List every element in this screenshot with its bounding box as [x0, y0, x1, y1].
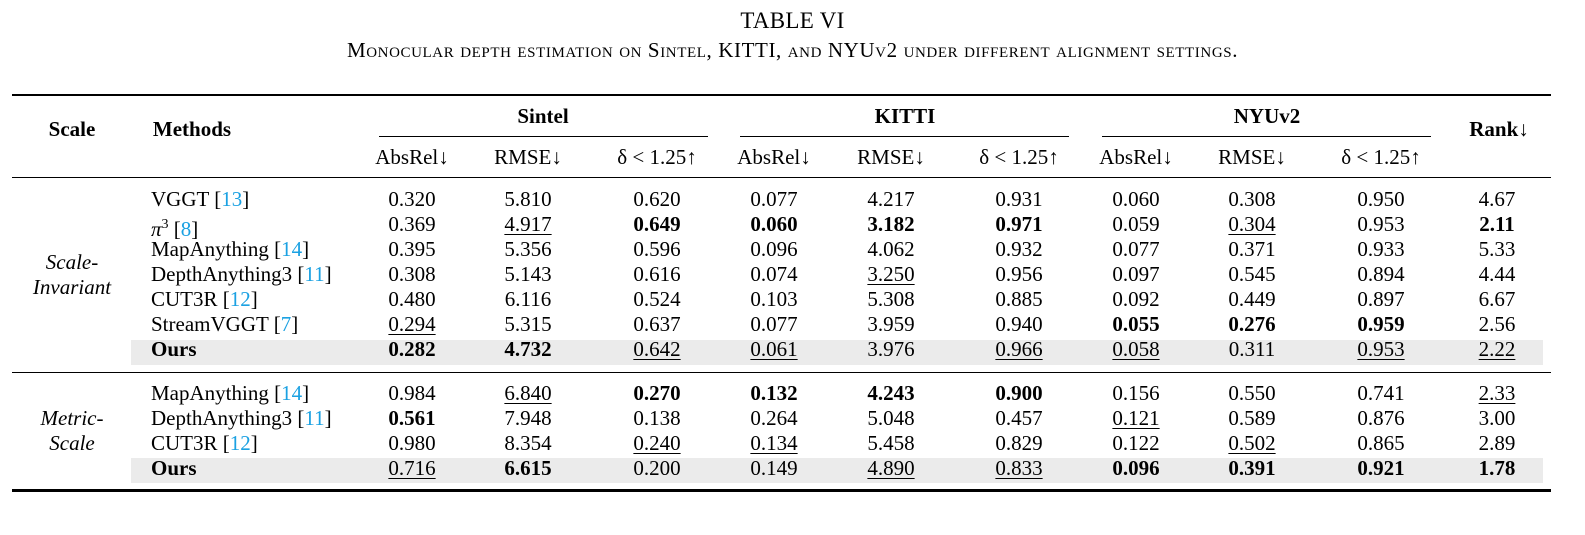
metric-cell: 0.545 — [1228, 262, 1276, 286]
metric-cell: 0.369 — [388, 212, 436, 236]
method-cell: DepthAnything3 [11] — [151, 406, 332, 430]
metric-cell: 5.315 — [504, 312, 552, 336]
metric-cell: 0.620 — [633, 187, 681, 211]
metric-cell: 0.921 — [1357, 456, 1405, 480]
metric-cell: 0.457 — [995, 406, 1043, 430]
metric-cell: 6.840 — [504, 381, 552, 405]
metric-cell: 0.449 — [1228, 287, 1276, 311]
metric-cell: 0.096 — [1112, 456, 1160, 480]
metric-cell: 0.103 — [750, 287, 798, 311]
sintel-group-rule — [379, 136, 708, 137]
metric-cell: 0.932 — [995, 237, 1043, 261]
citation-link[interactable]: 14 — [281, 237, 303, 261]
method-name: CUT3R — [151, 287, 218, 311]
metric-cell: 0.616 — [633, 262, 681, 286]
metric-cell: 0.897 — [1357, 287, 1405, 311]
rank-cell: 2.56 — [1478, 312, 1516, 336]
citation-link[interactable]: 12 — [229, 287, 251, 311]
metric-cell: 0.953 — [1357, 212, 1405, 236]
metric-cell: 4.062 — [867, 237, 915, 261]
method-name: StreamVGGT — [151, 312, 269, 336]
citation-link[interactable]: 7 — [280, 312, 292, 336]
metric-cell: 0.642 — [633, 337, 681, 361]
metric-cell: 0.061 — [750, 337, 798, 361]
rank-cell: 3.00 — [1478, 406, 1516, 430]
metric-cell: 0.637 — [633, 312, 681, 336]
metric-cell: 0.395 — [388, 237, 436, 261]
metric-cell: 0.060 — [750, 212, 798, 236]
metric-cell: 4.217 — [867, 187, 915, 211]
metric-cell: 0.122 — [1112, 431, 1160, 455]
metric-cell: 0.294 — [388, 312, 436, 336]
metric-cell: 0.240 — [633, 431, 681, 455]
rank-cell: 4.44 — [1478, 262, 1516, 286]
metric-cell: 0.060 — [1112, 187, 1160, 211]
method-name: Ours — [151, 456, 197, 480]
metric-cell: 0.741 — [1357, 381, 1405, 405]
kitti-group-rule — [740, 136, 1069, 137]
method-cell: CUT3R [12] — [151, 431, 258, 455]
methods-header: Methods — [152, 117, 232, 141]
metric-cell: 0.959 — [1357, 312, 1405, 336]
metric-cell: 3.959 — [867, 312, 915, 336]
subcolumn-header: AbsRel↓ — [375, 145, 449, 169]
method-name: DepthAnything3 — [151, 262, 293, 286]
method-name: VGGT — [151, 187, 209, 211]
method-name: Ours — [151, 337, 197, 361]
metric-cell: 0.282 — [388, 337, 436, 361]
table-title: Monocular depth estimation on Sintel, KITTI, and NYUv2 under different alignment settings. — [346, 38, 1239, 62]
subcolumn-header: RMSE↓ — [857, 145, 925, 169]
metric-cell: 0.931 — [995, 187, 1043, 211]
metric-cell: 5.308 — [867, 287, 915, 311]
group-header-kitti: KITTI — [874, 104, 936, 128]
metric-cell: 0.096 — [750, 237, 798, 261]
metric-cell: 0.308 — [1228, 187, 1276, 211]
metric-cell: 0.524 — [633, 287, 681, 311]
subcolumn-header: RMSE↓ — [1218, 145, 1286, 169]
metric-cell: 0.885 — [995, 287, 1043, 311]
subcolumn-header: AbsRel↓ — [737, 145, 811, 169]
method-name: π — [151, 217, 162, 241]
metric-cell: 4.732 — [504, 337, 552, 361]
metric-cell: 5.356 — [504, 237, 552, 261]
method-name: CUT3R — [151, 431, 218, 455]
metric-cell: 5.048 — [867, 406, 915, 430]
metric-cell: 0.055 — [1112, 312, 1160, 336]
metric-cell: 0.502 — [1228, 431, 1276, 455]
metric-cell: 0.876 — [1357, 406, 1405, 430]
metric-cell: 0.833 — [995, 456, 1043, 480]
metric-cell: 3.250 — [867, 262, 915, 286]
metric-cell: 7.948 — [504, 406, 552, 430]
group-header-nyuv2: NYUv2 — [1233, 104, 1301, 128]
metric-cell: 0.971 — [995, 212, 1043, 236]
metric-cell: 0.716 — [388, 456, 436, 480]
metric-cell: 0.149 — [750, 456, 798, 480]
metric-cell: 0.077 — [1112, 237, 1160, 261]
citation-link[interactable]: 13 — [221, 187, 243, 211]
section-label — [12, 250, 132, 300]
rank-cell: 4.67 — [1478, 187, 1516, 211]
subcolumn-header: AbsRel↓ — [1099, 145, 1173, 169]
rank-cell: 2.11 — [1479, 212, 1515, 236]
metric-cell: 0.270 — [633, 381, 681, 405]
metric-cell: 0.134 — [750, 431, 798, 455]
ours-row-highlight-metric — [131, 458, 1543, 483]
metric-cell: 0.097 — [1112, 262, 1160, 286]
rank-cell: 6.67 — [1478, 287, 1516, 311]
method-cell: $\pi^3$ [8] — [151, 217, 199, 241]
rank-cell: 2.22 — [1478, 337, 1516, 361]
subcolumn-header: δ < 1.25↑ — [1341, 145, 1421, 169]
citation-link[interactable]: 12 — [229, 431, 251, 455]
metric-cell: 4.917 — [504, 212, 552, 236]
method-name: MapAnything — [151, 381, 269, 405]
metric-cell: 0.058 — [1112, 337, 1160, 361]
citation-link[interactable]: 11 — [304, 406, 325, 430]
scale-header: Scale — [48, 117, 96, 141]
method-cell: MapAnything [14] — [151, 381, 310, 405]
metric-cell: 0.649 — [633, 212, 681, 236]
subcolumn-header: RMSE↓ — [494, 145, 562, 169]
metric-cell: 5.143 — [504, 262, 552, 286]
citation-link[interactable]: 11 — [304, 262, 325, 286]
metric-cell: 0.276 — [1228, 312, 1276, 336]
metric-cell: 3.976 — [867, 337, 915, 361]
metric-cell: 0.320 — [388, 187, 436, 211]
method-name: MapAnything — [151, 237, 269, 261]
metric-cell: 0.984 — [388, 381, 436, 405]
nyuv2-group-rule — [1102, 136, 1431, 137]
metric-cell: 0.132 — [750, 381, 798, 405]
metric-cell: 0.956 — [995, 262, 1043, 286]
subcolumn-header: δ < 1.25↑ — [979, 145, 1059, 169]
metric-cell: 0.829 — [995, 431, 1043, 455]
method-cell: DepthAnything3 [11] — [151, 262, 332, 286]
metric-cell: 0.264 — [750, 406, 798, 430]
section-rule — [12, 372, 1551, 373]
metric-cell: 0.371 — [1228, 237, 1276, 261]
metric-cell: 6.615 — [504, 456, 552, 480]
metric-cell: 0.308 — [388, 262, 436, 286]
method-superscript: 3 — [161, 217, 169, 232]
method-cell — [151, 337, 197, 362]
metric-cell: 0.480 — [388, 287, 436, 311]
section-label-line: Scale — [49, 431, 95, 455]
method-cell: CUT3R [12] — [151, 287, 258, 311]
citation-link[interactable]: 14 — [281, 381, 303, 405]
section-label-line: Scale- — [45, 249, 99, 274]
method-cell: VGGT [13] — [151, 187, 250, 211]
metric-cell: 0.077 — [750, 187, 798, 211]
metric-cell: 0.980 — [388, 431, 436, 455]
rank-cell: 2.89 — [1478, 431, 1516, 455]
metric-cell: 8.354 — [504, 431, 552, 455]
metric-cell: 0.059 — [1112, 212, 1160, 236]
bottom-rule — [12, 489, 1551, 492]
metric-cell: 0.865 — [1357, 431, 1405, 455]
method-cell: MapAnything [14] — [151, 237, 310, 261]
metric-cell: 3.182 — [867, 212, 915, 236]
method-cell: StreamVGGT [7] — [151, 312, 299, 336]
section-label-line: Invariant — [32, 274, 112, 299]
metric-cell: 0.121 — [1112, 406, 1160, 430]
metric-cell: 0.933 — [1357, 237, 1405, 261]
ours-row-highlight-invariant — [131, 340, 1543, 365]
metric-cell: 0.391 — [1228, 456, 1276, 480]
metric-cell: 0.200 — [633, 456, 681, 480]
rank-header: Rank↓ — [1469, 117, 1529, 141]
metric-cell: 0.894 — [1357, 262, 1405, 286]
metric-cell: 0.077 — [750, 312, 798, 336]
metric-cell: 0.966 — [995, 337, 1043, 361]
metric-cell: 0.550 — [1228, 381, 1276, 405]
metric-cell: 0.950 — [1357, 187, 1405, 211]
rank-cell: 5.33 — [1478, 237, 1516, 261]
metric-cell: 0.092 — [1112, 287, 1160, 311]
rank-cell: 1.78 — [1478, 456, 1516, 480]
metric-cell: 0.953 — [1357, 337, 1405, 361]
metric-cell: 0.156 — [1112, 381, 1160, 405]
top-rule — [12, 94, 1551, 96]
header-rule — [12, 177, 1551, 178]
method-cell — [151, 456, 197, 481]
metric-cell: 0.589 — [1228, 406, 1276, 430]
metric-cell: 6.116 — [504, 287, 552, 311]
metric-cell: 0.596 — [633, 237, 681, 261]
metric-cell: 0.138 — [633, 406, 681, 430]
metric-cell: 4.243 — [867, 381, 915, 405]
table-label: TABLE VI — [740, 8, 845, 33]
metric-cell: 5.458 — [867, 431, 915, 455]
group-header-sintel: Sintel — [517, 104, 569, 128]
subcolumn-header: δ < 1.25↑ — [617, 145, 697, 169]
metric-cell: 0.304 — [1228, 212, 1276, 236]
rank-cell: 2.33 — [1478, 381, 1516, 405]
method-name: DepthAnything3 — [151, 406, 293, 430]
section-label-line: Metric- — [40, 406, 104, 430]
citation-link[interactable]: 8 — [180, 217, 192, 241]
metric-cell: 4.890 — [867, 456, 915, 480]
metric-cell: 5.810 — [504, 187, 552, 211]
metric-cell: 0.940 — [995, 312, 1043, 336]
metric-cell: 0.311 — [1228, 337, 1276, 361]
section-label — [12, 406, 132, 456]
metric-cell: 0.074 — [750, 262, 798, 286]
metric-cell: 0.561 — [388, 406, 436, 430]
metric-cell: 0.900 — [995, 381, 1043, 405]
